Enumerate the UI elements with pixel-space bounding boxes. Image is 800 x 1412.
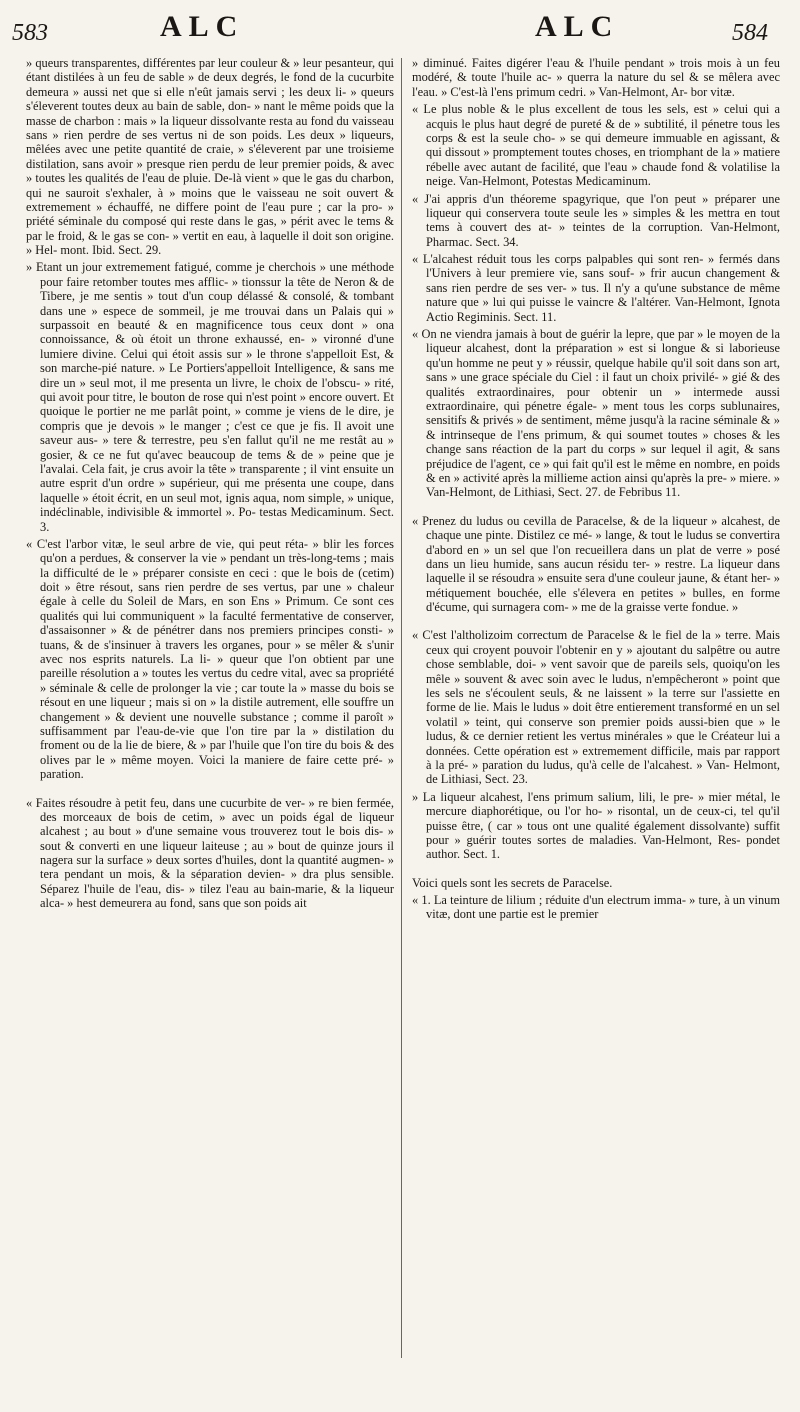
column-divider [401,58,402,1358]
right-paragraph-7: « C'est l'altholizoim correctum de Paracelse & le fiel de la » terre. Mais ceux qui croyent pouvoir l'obtenir en y » ajoutant du salpêtre ou autre chose semblable, doi- » vent savoir que de pareils sels, quoiqu'on les mêle » souvent & avec soin avec le ludus, n'empêcheront » point que les sels ne s'écoulent seuls, & ne laissent » la terre sur l'assiette en forme de lie. Mais le ludus » doit être entierement transformé en un sel volatil » teint, qui conserve son premier poids aussi-bien que » le ludus, & ce dernier retient les vertus minérales » que le Créateur lui a données. Cette opération est » extremement difficile, mais par rapport à la pré- » paration du ludus, qu'à celle de l'alcahest. » Van- Helmont, de Lithiasi, Sect. 23. [412,628,780,787]
right-paragraph-8: » La liqueur alcahest, l'ens primum salium, lili, le pre- » mier métal, le mercure diaphorétique, ou l'or ho- » risontal, un de ceux-ci, tel qu'il puisse être, ( car » tous ont une qualité également dissolvante) suffit pour » guérir toutes sortes de maladies. Van-Helmont, Res- pondet author. Sect. 1. [412,789,780,862]
left-paragraph-3: « C'est l'arbor vitæ, le seul arbre de vie, qui peut réta- » blir les forces qu'on a perdues, & conserver la vie » pendant un très-long-tems ; mais la difficulté de le » préparer consiste en ceci : que le bois de (cetim) doit » être résout, sans rien perdre de ses vertus, par une » chaleur égale à celle du Soleil de Mars, en son Ens » Primum. Ce sont ces qualités qui lui communiquent » la faculté fermentative de conserver, d'assaisonner » & de pénétrer dans nos premiers principes consti- » tuans, & de s'insinuer à travers les organes, pour » se mêler & s'unir avec nos esprits naturels. La li- » queur que l'on obtient par une pareille résolution a » toutes les vertus du cedre vital, avec sa propriété » séminale & celle de prolonger la vie ; car toute la » masse du bois se résout en une liqueur ; mais si on » la distile autrement, elle souffre un changement » & devient une nouvelle substance ; comme il paroît » suffisamment par l'eau-de-vie que l'on tire par la » distilation du froment ou de la lie de biere, & » par l'huile que l'on tire du bois & des olives par le » même moyen. Voici la maniere de faire cette pré- » paration. [26,536,394,782]
right-paragraph-9: Voici quels sont les secrets de Paracelse. [412,875,613,890]
right-paragraph-10: « 1. La teinture de lilium ; réduite d'un electrum imma- » ture, à un vinum vitæ, dont une partie est le premier [412,893,780,922]
right-page-number: 584 [732,20,768,46]
right-paragraph-2: « Le plus noble & le plus excellent de tous les sels, est » celui qui a acquis le plus haut degré de pureté & de » subtilité, il pénetre tous les corps & est la seule cho- » se qui demeure immuable en agissant, & qui dissout » promptement toutes choses, en triomphant de la » matiere rébelle avec autant de facilité, que l'eau » chaude fond & volatilise la neige. Van-Helmont, Potestas Medicaminum. [412,102,780,189]
left-column [26,56,394,1392]
right-paragraph-4: « L'alcahest réduit tous les corps palpables qui sont ren- » fermés dans l'Univers à leur premiere vie, sans souf- » frir aucun changement & sans rien perdre de ses ver- » tus. Il n'y a qu'une substance de même nature que » lui qui puisse le vaincre & l'altérer. Van-Helmont, Ignota Actio Regiminis. Sect. 11. [412,252,780,324]
right-column [412,56,780,1392]
left-running-head: ALC [160,10,245,43]
right-paragraph-1: » diminué. Faites digérer l'eau & l'huile pendant » trois mois à un feu modéré, & toute l'huile ac- » querra la nature du sel & se mêlera avec l'eau. » C'est-là l'ens primum cedri. » Van-Helmont, Ar- bor vitæ. [412,56,780,99]
left-paragraph-1: » queurs transparentes, différentes par leur couleur & » leur pesanteur, qui étant distilées à un feu de sable » de deux degrés, le fond de la cucurbite demeura » aussi net que si elle n'eût jamais servi ; les deux li- » queurs s'éleverent toutes deux au bain de sable, don- » nant le même poids que la masse de charbon : mais » la liqueur dissolvante resta au fond du vaisseau sans » rien perdre de ses vertus ni de son poids. Les deux » liqueurs, mêlées avec une petite quantité de craie, » s'éleverent par une troisieme distilation, sans avoir » presque rien perdu de leur premier poids, & avec » toutes les qualités de l'eau de pluie. De-là vient » que le gas du charbon, qui ne sauroit s'exhaler, à » moins que le vaisseau ne soit ouvert & extremement » échauffé, ne differe point de l'eau pure ; car la pro- » priété séminale du composé qui reste dans le gas, » périt avec le tems & par le froid, & le gas se con- » vertit en eau, à laquelle il doit son origine. » Hel- mont. Ibid. Sect. 29. [26,56,394,258]
right-paragraph-3: « J'ai appris d'un théoreme spagyrique, que l'on peut » préparer une liqueur qui conservera toute seule les » simples & les mettra en tout tems à couvert des at- » teintes de la corruption. Van-Helmont, Pharmac. Sect. 34. [412,191,780,249]
right-paragraph-6: « Prenez du ludus ou cevilla de Paracelse, & de la liqueur » alcahest, de chaque une pinte. Distilez ce mé- » lange, & tout le ludus se convertira d'abord en » un sel que l'on recueillera dans un plat de verre » posé dans un lieu humide, sans aucun résidu ter- » restre. La liqueur dans laquelle il se résoudra » ensuite sera d'une couleur jaune, & étant her- » métiquement bouchée, elle s'élevera en petites » bulles, en forme d'écume, qui surnagera com- » me de la graisse verte fondue. » [412,513,780,615]
right-running-head: ALC [535,10,620,43]
right-paragraph-5: « On ne viendra jamais à bout de guérir la lepre, que par » le moyen de la liqueur alcahest, dont la préparation » est si longue & si laborieuse qu'un homme ne peut y » réussir, quelque habile qu'il soit dans son art, sans » une grace spéciale du Ciel : il faut un choix privilé- » gié & des qualités extraordinaires, pour obtenir un » intermede aussi extraordinaire, qui pénetre égale- » ment tous les corps sublunaires, sensitifs & privés » de sentiment, même jusqu'à la racine séminale & » & intrinseque de l'ens primum, & qui soumet toutes » choses & les change sans réaction de la part du corps » sur lequel il agit, & sans préjudice de l'agent, ce » qui fait qu'il est le même en nombre, en poids & en » activité après la millieme action ainsi qu'après la pre- » miere. » Van-Helmont, de Lithiasi, Sect. 27. de Febribus 11. [412,327,780,500]
left-paragraph-4: « Faites résoudre à petit feu, dans une cucurbite de ver- » re bien fermée, des morceaux de bois de cetim, » avec un poids égal de liqueur alcahest ; au bout » d'une semaine vous trouverez tout le bois dis- » sout & converti en une liqueur laiteuse ; au » bout de quinze jours il nagera sur la surface » deux sortes d'huiles, dont la quantité augmen- » tera pendant un mois, & la séparation devien- » dra plus sensible. Séparez l'huile de l'eau, dis- » tilez l'eau au bain-marie, & la liqueur alca- » hest demeurera au fond, sans que son poids ait [26,795,394,911]
left-paragraph-2: » Etant un jour extremement fatigué, comme je cherchois » une méthode pour faire retomber toutes mes afflic- » tionssur la tête de Neron & de Tibere, je me sentis » tout d'un coup délassé & consolé, & tombant dans une » espece de sommeil, je me trouvai dans un Palais qui » surpassoit en beauté & en magnificence tous ceux dont » ona connoissance, & où étoit un throne exhaussé, en- » vironné d'une lumiere divine. Celui qui étoit assis sur » le throne s'appelloit Est, & son marche-pié nature. » Le Portiers'appelloit Intelligence, & sans me dire un » seul mot, il me presenta un livre, le choix de l'obscu- » rité, qui avoit pour titre, le bouton de rose qui n'est point » encore ouvert. Et quoique le portier ne me parlât point, » comme je viens de le dire, je compris que je devois » le manger ; c'est ce que je fis. Il avoit une saveur aus- » tere & terrestre, peu s'en fallut qu'il ne me restât au » gosier, & ce ne fut qu'avec beaucoup de tems & de » peine que je l'avalai. Cela fait, je crus avoir la tête » transparente ; il vint ensuite un autre esprit d'un ordre » supérieur, qui me présenta une coupe, dans laquelle » étoit écrit, en un seul mot, ignis aqua, nom simple, » unique, indéclinable, indivisible & immortel ». Po- testas Medicaminum. Sect. 3. [26,260,394,534]
left-page-number: 583 [12,20,48,46]
